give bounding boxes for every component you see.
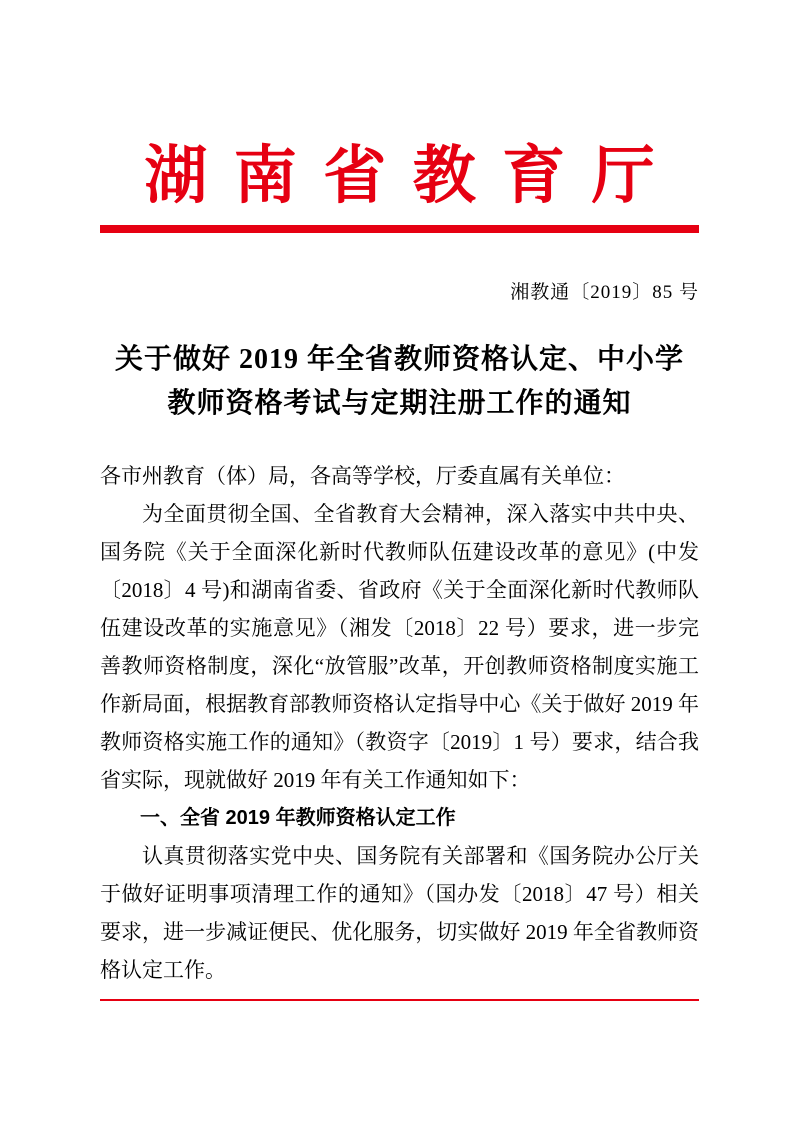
document-title-line2: 教师资格考试与定期注册工作的通知 xyxy=(167,387,632,419)
document-content xyxy=(100,0,699,989)
document-title-line1: 关于做好 2019 年全省教师资格认定、中小学 xyxy=(114,344,684,376)
paragraph-section-1: 认真贯彻落实党中央、国务院有关部署和《国务院办公厅关于做好证明事项清理工作的通知》（国办发〔2018〕47 号）相关要求，进一步减证便民、优化服务，切实做好 2019 年全省教师资格认定工作。 xyxy=(100,844,699,983)
section-heading-1: 一、全省 2019 年教师资格认定工作 xyxy=(140,807,456,830)
agency-name: 湖南省教育厅 xyxy=(144,141,682,211)
document-title xyxy=(100,338,699,425)
footer-divider-line xyxy=(100,999,699,1001)
document-number: 湘教通〔2019〕85 号 xyxy=(510,282,699,304)
header-divider-line xyxy=(100,225,699,233)
paragraph-intro: 为全面贯彻全国、全省教育大会精神，深入落实中共中央、国务院《关于全面深化新时代教师队伍建设改革的意见》(中发〔2018〕4 号)和湖南省委、省政府《关于全面深化新时代教师队伍建设改革的实施意见》（湘发〔2018〕22 号）要求，进一步完善教师资格制度，深化“放管服”改革，开创教师资格制度实施工作新局面，根据教育部教师资格认定指导中心《关于做好 2019 年教师资格实施工作的通知》（教资字〔2019〕1 号）要求，结合我省实际，现就做好 2019 年有关工作通知如下： xyxy=(100,502,699,793)
document-body xyxy=(100,457,699,989)
salutation: 各市州教育（体）局，各高等学校，厅委直属有关单位： xyxy=(100,464,625,489)
